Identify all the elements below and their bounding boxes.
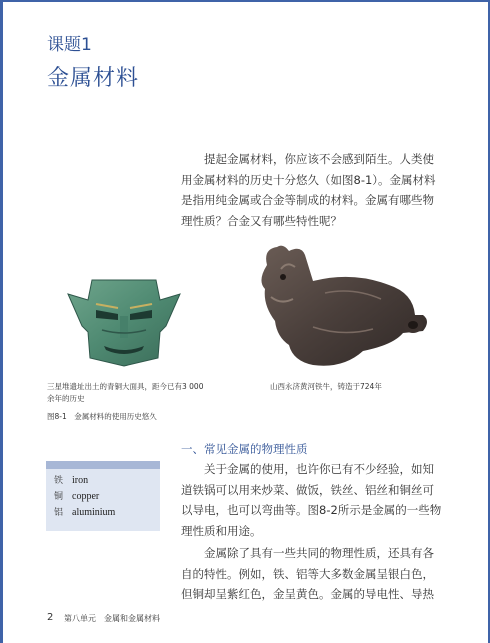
section-paragraph-1: 关于金属的使用，也许你已有不少经验，如知道铁锅可以用来炒菜、做饭，铁丝、铝丝和铜丝可以导电，也可以弯曲等。图8-2所示是金属的一些物理性质和用途。 (181, 462, 442, 538)
vocab-en: aluminium (72, 507, 116, 518)
intro-text (181, 149, 443, 231)
vocab-zh: 铁 (54, 476, 64, 486)
section-heading: 一、常见金属的物理性质 (181, 442, 308, 456)
page-left-border (0, 0, 3, 643)
vocab-box-header-bar (46, 461, 160, 469)
vocab-zh: 铜 (54, 492, 64, 502)
iron-ox-image (253, 241, 431, 374)
vocab-row (46, 489, 160, 505)
vocab-box (46, 461, 160, 531)
intro-paragraph: 提起金属材料，你应该不会感到陌生。人类使用金属材料的历史十分悠久（如图8-1）。金属材料是指用纯金属或合金等制成的材料。金属有哪些物理性质？合金又有哪些特性呢？ (181, 152, 436, 228)
ox-caption: 山西永济黄河铁牛，铸造于724年 (270, 382, 382, 391)
vocab-en: copper (72, 491, 100, 502)
lesson-title: 金属材料 (47, 66, 140, 91)
vocab-row (46, 473, 160, 489)
page-top-border (0, 0, 490, 2)
lesson-number: 课题1 (47, 35, 92, 55)
section-body (181, 459, 443, 605)
vocab-zh: 铝 (54, 508, 64, 518)
figure-caption: 图8-1 金属材料的使用历史悠久 (47, 412, 157, 421)
mask-caption: 三星堆遗址出土的青铜大面具，距今已有3 000余年的历史 (47, 382, 204, 403)
footer-unit-title: 第八单元 金属和金属材料 (64, 614, 160, 623)
bronze-mask-image (62, 270, 186, 370)
section-paragraph-2: 金属除了具有一些共同的物理性质，还具有各自的特性。例如，铁、铝等大多数金属呈银白色，但铜却呈紫红色，金呈黄色。金属的导电性、导热 (181, 546, 434, 601)
page-number: 2 (47, 612, 54, 623)
vocab-en: iron (72, 475, 89, 486)
vocab-row (46, 505, 160, 521)
